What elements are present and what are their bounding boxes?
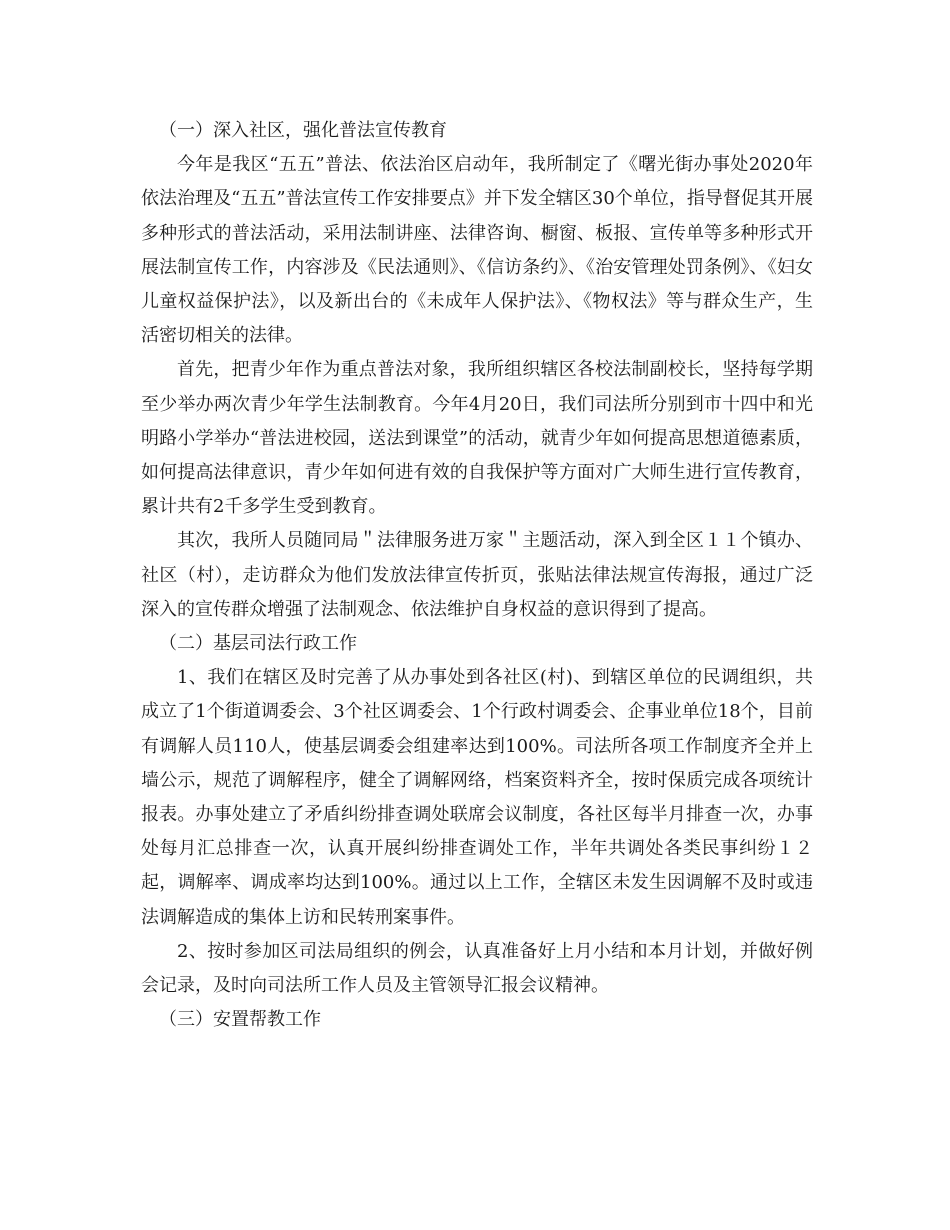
document-body — [141, 114, 813, 1037]
section-heading-2: （二）基层司法行政工作 — [159, 633, 357, 655]
paragraph-2: 首先，把青少年作为重点普法对象，我所组织辖区各校法制副校长，坚持每学期至少举办两次青少年学生法制教育。今年4月20日，我们司法所分别到市十四中和光明路小学举办“普法进校园，送法到课堂”的活动，就青少年如何提高思想道德素质，如何提高法律意识，青少年如何进有效的自我保护等方面对广大师生进行宣传教育，累计共有2千多学生受到教育。 — [141, 359, 813, 518]
paragraph-3: 其次，我所人员随同局＂法律服务进万家＂主题活动，深入到全区１１个镇办、社区（村），走访群众为他们发放法律宣传折页，张贴法律法规宣传海报，通过广泛深入的宣传群众增强了法制观念、依法维护自身权益的意识得到了提高。 — [141, 530, 813, 620]
section-heading-3: （三）安置帮教工作 — [159, 1009, 321, 1031]
paragraph-5: 2、按时参加区司法局组织的例会，认真准备好上月小结和本月计划，并做好例会记录，及时向司法所工作人员及主管领导汇报会议精神。 — [141, 940, 813, 997]
paragraph-1: 今年是我区“五五”普法、依法治区启动年，我所制定了《曙光街办事处2020年依法治理及“五五”普法宣传工作安排要点》并下发全辖区30个单位，指导督促其开展多种形式的普法活动，采用法制讲座、法律咨询、橱窗、板报、宣传单等多种形式开展法制宣传工作，内容涉及《民法通则》、《信访条约》、《治安管理处罚条例》、《妇女儿童权益保护法》，以及新出台的《未成年人保护法》、《物权法》等与群众生产，生活密切相关的法律。 — [141, 154, 813, 347]
section-heading-1: （一）深入社区，强化普法宣传教育 — [159, 120, 447, 141]
paragraph-4: 1、我们在辖区及时完善了从办事处到各社区(村)、到辖区单位的民调组织，共成立了1个街道调委会、3个社区调委会、1个行政村调委会、企事业单位18个，目前有调解人员110人，使基层调委会组建率达到100%。司法所各项工作制度齐全并上墙公示，规范了调解程序，健全了调解网络，档案资料齐全，按时保质完成各项统计报表。办事处建立了矛盾纠纷排查调处联席会议制度，各社区每半月排查一次，办事处每月汇总排查一次，认真开展纠纷排查调处工作，半年共调处各类民事纠纷１２起，调解率、调成率均达到100%。通过以上工作，全辖区未发生因调解不及时或违法调解造成的集体上访和民转刑案事件。 — [141, 667, 813, 928]
